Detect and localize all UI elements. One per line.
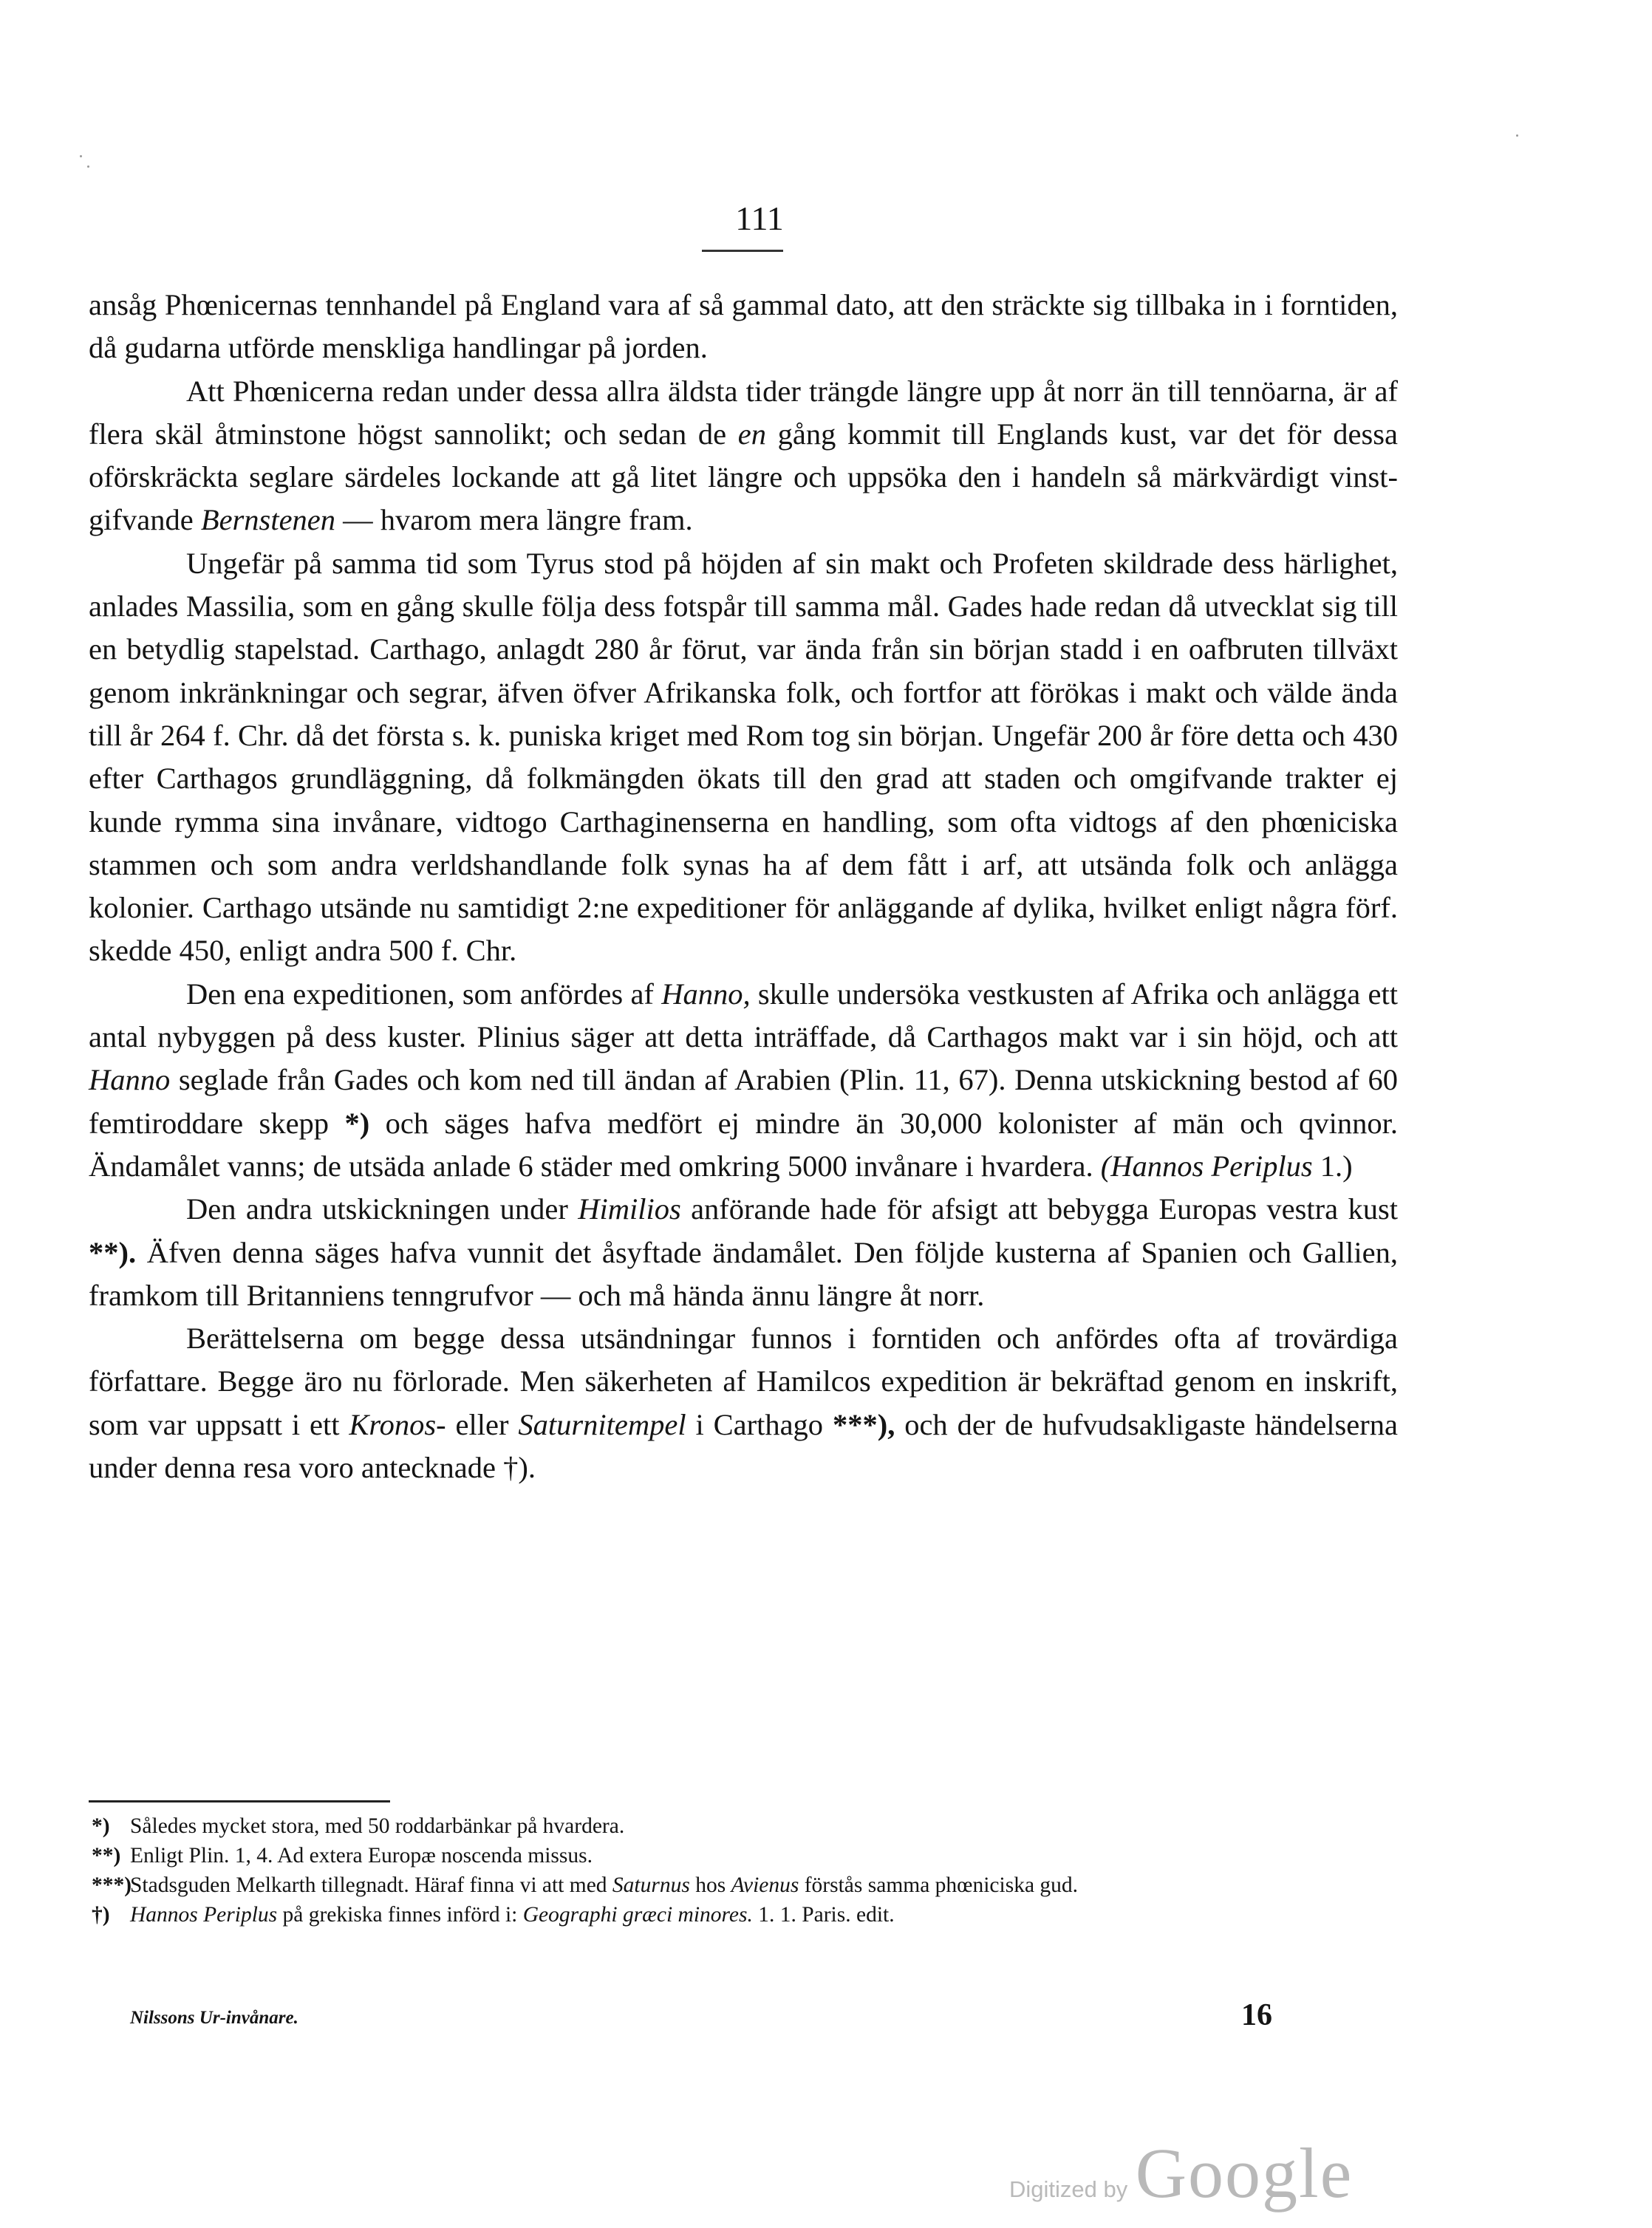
italic-run: Avienus <box>731 1873 799 1897</box>
text-run: skulle undersöka vestkusten af Afrika och anlägga ett antal nybyggen på dess kuster. Plinius säger att detta inträffade, då Carthagos makt var i sin höjd, och att <box>89 977 1398 1054</box>
paragraph-1-text: ansåg Phœnicernas tennhandel på England vara af så gammal dato, att den sträckte sig tillbaka in i forntiden, då gudarna utförde menskliga handlingar på jorden. <box>89 288 1398 365</box>
footnote-ref: *) <box>344 1106 370 1140</box>
text-run: och säges hafva medfört ej mindre än 30,000 kolonister af män och qvinnor. Ändamålet vanns; de utsäda anlade 6 städer med omkring 5000 invånare i hvardera. <box>89 1106 1398 1183</box>
sheet-number: 16 <box>1241 1998 1272 2032</box>
italic-run: Saturnus <box>612 1873 690 1897</box>
text-run: i Carthago <box>686 1407 833 1441</box>
paragraph-2 <box>89 370 1398 542</box>
body-text <box>89 284 1398 1489</box>
footnote-mark: **) <box>92 1844 121 1868</box>
paragraph-3-text: Ungefär på samma tid som Tyrus stod på höjden af sin makt och Profeten skildrade dess härlighet, anlades Massilia, som en gång skulle följa dess fotspår till samma mål. Gades hade redan då utvecklat sig till en betydlig stapelstad. Carthago, anlagdt 280 år förut, var ända från sin början stadd i en oafbruten tillväxt genom inkränkningar och segrar, äfven öfver Afrikanska folk, och fortfor att förökas i makt och välde ända till år 264 f. Chr. då det första s. k. puniska kriget med Rom tog sin början. Ungefär 200 år före detta och 430 efter Carthagos grundläggning, då folkmängden ökats till den grad att staden och omgifvande trakter ej kunde rymma sina invånare, vidtogo Carthaginenserna en handling, som ofta vidtogs af den phœniciska stammen och som andra verldshandlande folk synas ha af dem fått i arf, att utsända folk och anlägga kolonier. Carthago utsände nu samtidigt 2:ne expeditioner för anläggande af dylika, hvilket enligt några förf. skedde 450, enligt andra 500 f. Chr. <box>89 546 1398 968</box>
footnote-2 <box>89 1841 1398 1870</box>
paragraph-3 <box>89 542 1398 973</box>
italic-run: (Hannos Periplus <box>1100 1149 1313 1183</box>
footnote-text: Enligt Plin. 1, 4. Ad extera Europæ noscenda missus. <box>130 1844 593 1868</box>
text-run: hos <box>689 1873 731 1897</box>
footnote-mark: *) <box>92 1814 110 1838</box>
footnote-mark: ***) <box>92 1873 132 1897</box>
text-run: seglade från Gades och kom ned till ändan af Arabien (Plin. 11, 67). Denna utskickning bestod af 60 femtiroddare skepp <box>89 1063 1398 1140</box>
footnote-1 <box>89 1811 1398 1841</box>
digitized-watermark <box>1009 2132 1353 2214</box>
italic-run: Saturnitempel <box>518 1407 686 1441</box>
footnote-ref: †). <box>503 1451 536 1485</box>
paragraph-6 <box>89 1317 1398 1489</box>
text-run: förstås samma phœniciska gud. <box>799 1873 1079 1897</box>
text-run: 1.) <box>1312 1149 1353 1183</box>
paragraph-4 <box>89 973 1398 1188</box>
footnote-ref: ***), <box>832 1407 895 1441</box>
text-run: Den andra utskickningen under <box>186 1192 578 1226</box>
italic-run: Himilios <box>578 1192 681 1226</box>
text-run: Stadsguden Melkarth tillegnadt. Häraf finna vi att med <box>130 1873 612 1897</box>
footnotes <box>89 1811 1398 1930</box>
scan-speck <box>87 165 89 168</box>
google-logo: Google <box>1135 2133 1354 2212</box>
text-run: Äfven denna säges hafva vunnit det åsyftade ändamålet. Den följde kusterna af Spanien och Gallien, framkom till Britanniens tenngrufvor — och må hända ännu längre åt norr. <box>89 1235 1398 1312</box>
text-run: Den ena expeditionen, som anfördes af <box>186 977 662 1011</box>
text-run: — hvarom mera längre fram. <box>335 503 693 537</box>
text-run: anförande hade för afsigt att bebygga Europas vestra kust <box>680 1192 1398 1226</box>
footnote-mark: †) <box>92 1903 110 1927</box>
italic-run: Hanno <box>89 1063 171 1097</box>
page-number-rule <box>702 250 783 252</box>
footnote-3 <box>89 1870 1398 1900</box>
text-run: 1. 1. Paris. edit. <box>752 1903 895 1927</box>
italic-run: Bernstenen <box>200 503 336 537</box>
watermark-caption: Digitized by <box>1009 2176 1128 2202</box>
italic-run: en <box>737 417 766 451</box>
paragraph-5 <box>89 1188 1398 1317</box>
text-run: Berättelserna om begge dessa utsändningar funnos i forntiden och anfördes ofta af trovärdiga författare. Begge äro nu förlorade. Men säkerheten af Hamilcos expedition är bekräftad genom en inskrift, som var uppsatt i ett <box>89 1322 1398 1441</box>
text-run: eller <box>446 1407 519 1441</box>
italic-run: Geographi græci minores. <box>522 1903 753 1927</box>
text-run: Att Phœnicerna redan under dessa allra äldsta tider trängde längre upp åt norr än till tennöarna, är af flera skäl åtminstone högst sannolikt; och sedan de <box>89 374 1398 451</box>
text-run: gång kommit till Englands kust, var det för dessa oförskräckta seglare särdeles lockande att gå litet längre och uppsöka den i handeln så märkvärdigt vinstgifvande <box>89 417 1398 537</box>
footnote-rule <box>89 1800 390 1802</box>
scan-speck <box>1516 134 1518 137</box>
italic-run: Kronos- <box>349 1407 446 1441</box>
italic-run: Hannos Periplus <box>130 1903 278 1927</box>
page-number: 111 <box>735 199 784 237</box>
paragraph-1 <box>89 284 1398 370</box>
footnote-text: Således mycket stora, med 50 roddarbänkar på hvardera. <box>130 1814 625 1838</box>
signature-line: Nilssons Ur-invånare. <box>130 2008 298 2028</box>
text-run: på grekiska finnes införd i: <box>277 1903 523 1927</box>
scan-speck <box>80 155 82 157</box>
italic-run: Hanno, <box>661 977 751 1011</box>
footnote-4 <box>89 1900 1398 1930</box>
footnote-ref: **). <box>89 1235 137 1269</box>
text-run: och der de hufvudsakligaste händelserna under denna resa voro antecknade <box>89 1407 1398 1485</box>
